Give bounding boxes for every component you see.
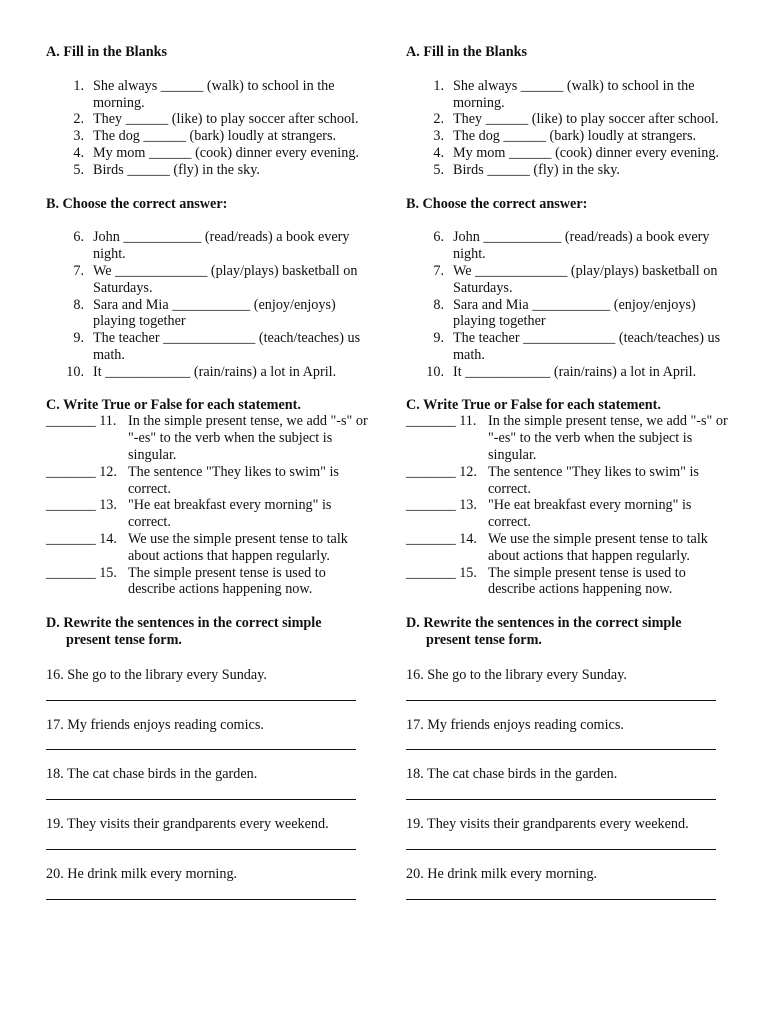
item-text: It ____________ (rain/rains) a lot in April.: [453, 363, 697, 380]
section-b: [46, 196, 368, 381]
item-number: 7.: [73, 262, 84, 279]
list-item: [46, 816, 368, 850]
section-c-list: [406, 413, 728, 598]
item-text: John ___________ (read/reads) a book every night.: [93, 229, 350, 263]
list-item: [46, 717, 368, 751]
item-text: They ______ (like) to play soccer after school.: [453, 111, 719, 128]
worksheet-left-column: [46, 44, 368, 916]
item-text: We use the simple present tense to talk about actions that happen regularly.: [128, 530, 348, 564]
item-text: "He eat breakfast every morning" is correct.: [128, 497, 332, 531]
list-item: [46, 364, 368, 381]
item-text: Sara and Mia ___________ (enjoy/enjoys) playing together: [93, 296, 336, 330]
section-c: [406, 397, 728, 599]
list-item: [406, 128, 728, 145]
answer-blank: _______ 14.: [46, 530, 121, 547]
answer-blank: _______ 13.: [46, 497, 121, 514]
section-a-list: [46, 78, 368, 179]
list-item: [406, 297, 728, 331]
item-number: 6.: [73, 229, 84, 246]
answer-line: [46, 783, 356, 800]
list-item: [406, 229, 728, 263]
item-text: "He eat breakfast every morning" is correct.: [488, 497, 692, 531]
item-number: 2.: [433, 111, 444, 128]
item-text: 18. The cat chase birds in the garden.: [46, 766, 258, 783]
item-text: The simple present tense is used to describe actions happening now.: [128, 564, 326, 598]
section-b-heading: B. Choose the correct answer:: [46, 195, 228, 212]
section-d: [406, 615, 728, 900]
answer-line: [46, 733, 356, 750]
list-item: [406, 497, 728, 531]
section-d-heading: D. Rewrite the sentences in the correct simple present tense form.: [406, 615, 682, 648]
list-item: [46, 145, 368, 162]
section-b: [406, 196, 728, 381]
item-number: 6.: [433, 229, 444, 246]
item-text: John ___________ (read/reads) a book every night.: [453, 229, 710, 263]
section-c-heading: C. Write True or False for each statement.: [46, 396, 301, 413]
section-d: [46, 615, 368, 900]
answer-line: [406, 883, 716, 900]
item-text: The teacher _____________ (teach/teaches) us math.: [453, 330, 721, 363]
answer-line: [46, 883, 356, 900]
section-c-list: [46, 413, 368, 598]
answer-line: [46, 684, 356, 701]
item-number: 7.: [433, 262, 444, 279]
item-number: 1.: [433, 77, 444, 94]
item-number: 3.: [433, 128, 444, 145]
answer-line: [406, 733, 716, 750]
list-item: [406, 330, 728, 364]
answer-line: [406, 833, 716, 850]
list-item: [46, 297, 368, 331]
item-text: 17. My friends enjoys reading comics.: [46, 716, 264, 733]
answer-blank: _______ 12.: [406, 463, 481, 480]
item-number: 5.: [433, 161, 444, 178]
item-text: It ____________ (rain/rains) a lot in April.: [93, 363, 337, 380]
list-item: [46, 229, 368, 263]
list-item: [406, 766, 728, 800]
item-text: The sentence "They likes to swim" is correct.: [128, 463, 339, 497]
item-number: 3.: [73, 128, 84, 145]
answer-line: [406, 684, 716, 701]
item-number: 8.: [73, 296, 84, 313]
section-c-heading: C. Write True or False for each statement.: [406, 396, 661, 413]
answer-blank: _______ 13.: [406, 497, 481, 514]
list-item: [406, 263, 728, 297]
section-c: [46, 397, 368, 599]
item-number: 1.: [73, 77, 84, 94]
item-text: 20. He drink milk every morning.: [406, 865, 598, 882]
section-a-heading: A. Fill in the Blanks: [46, 44, 168, 60]
list-item: [406, 866, 728, 900]
item-text: We _____________ (play/plays) basketball on Saturdays.: [453, 262, 718, 296]
item-text: The teacher _____________ (teach/teaches) us math.: [93, 330, 361, 363]
list-item: [406, 145, 728, 162]
item-text: In the simple present tense, we add "-s" or "-es" to the verb when the subject is singular.: [488, 413, 728, 463]
item-text: She always ______ (walk) to school in the morning.: [93, 77, 335, 111]
item-text: 16. She go to the library every Sunday.: [46, 666, 267, 683]
list-item: [46, 162, 368, 179]
section-b-list: [406, 229, 728, 380]
item-number: 2.: [73, 111, 84, 128]
item-text: Sara and Mia ___________ (enjoy/enjoys) playing together: [453, 296, 696, 330]
item-text: We _____________ (play/plays) basketball on Saturdays.: [93, 262, 358, 296]
item-text: 20. He drink milk every morning.: [46, 865, 238, 882]
item-number: 8.: [433, 296, 444, 313]
list-item: [46, 330, 368, 364]
answer-line: [406, 783, 716, 800]
item-text: The dog ______ (bark) loudly at strangers.: [453, 128, 697, 145]
list-item: [46, 111, 368, 128]
list-item: [46, 128, 368, 145]
item-text: My mom ______ (cook) dinner every evening.: [93, 144, 359, 161]
item-text: 18. The cat chase birds in the garden.: [406, 766, 618, 783]
item-text: Birds ______ (fly) in the sky.: [453, 161, 620, 178]
section-b-heading: B. Choose the correct answer:: [406, 195, 588, 212]
answer-blank: _______ 11.: [406, 413, 480, 430]
item-text: My mom ______ (cook) dinner every evening.: [453, 144, 719, 161]
section-a: [46, 44, 368, 179]
section-a: [406, 44, 728, 179]
list-item: [46, 667, 368, 701]
item-number: 10.: [66, 363, 84, 380]
list-item: [406, 531, 728, 565]
list-item: [406, 111, 728, 128]
item-text: 16. She go to the library every Sunday.: [406, 666, 627, 683]
section-a-heading: A. Fill in the Blanks: [406, 44, 528, 60]
list-item: [46, 78, 368, 112]
list-item: [406, 816, 728, 850]
list-item: [406, 717, 728, 751]
list-item: [406, 413, 728, 463]
answer-blank: _______ 15.: [46, 564, 121, 581]
list-item: [406, 667, 728, 701]
item-text: The dog ______ (bark) loudly at strangers.: [93, 128, 337, 145]
item-number: 4.: [433, 144, 444, 161]
item-number: 10.: [426, 363, 444, 380]
list-item: [46, 497, 368, 531]
answer-blank: _______ 15.: [406, 564, 481, 581]
list-item: [46, 766, 368, 800]
list-item: [46, 866, 368, 900]
list-item: [406, 162, 728, 179]
section-d-heading: D. Rewrite the sentences in the correct simple present tense form.: [46, 615, 322, 648]
answer-blank: _______ 14.: [406, 530, 481, 547]
item-text: 19. They visits their grandparents every weekend.: [406, 816, 689, 833]
answer-line: [46, 833, 356, 850]
item-number: 9.: [73, 330, 84, 347]
item-number: 9.: [433, 330, 444, 347]
answer-blank: _______ 12.: [46, 463, 121, 480]
item-text: Birds ______ (fly) in the sky.: [93, 161, 260, 178]
list-item: [406, 464, 728, 498]
item-text: In the simple present tense, we add "-s" or "-es" to the verb when the subject is singular.: [128, 413, 368, 463]
item-text: She always ______ (walk) to school in the morning.: [453, 77, 695, 111]
item-text: The sentence "They likes to swim" is correct.: [488, 463, 699, 497]
worksheet-right-column: [406, 44, 728, 916]
section-b-list: [46, 229, 368, 380]
item-text: 17. My friends enjoys reading comics.: [406, 716, 624, 733]
list-item: [46, 531, 368, 565]
list-item: [46, 565, 368, 599]
list-item: [406, 565, 728, 599]
list-item: [46, 263, 368, 297]
item-text: They ______ (like) to play soccer after school.: [93, 111, 359, 128]
item-text: We use the simple present tense to talk about actions that happen regularly.: [488, 530, 708, 564]
section-d-list: [406, 667, 728, 900]
list-item: [46, 464, 368, 498]
item-text: 19. They visits their grandparents every weekend.: [46, 816, 329, 833]
answer-blank: _______ 11.: [46, 413, 120, 430]
list-item: [406, 364, 728, 381]
item-text: The simple present tense is used to describe actions happening now.: [488, 564, 686, 598]
section-a-list: [406, 78, 728, 179]
item-number: 4.: [73, 144, 84, 161]
item-number: 5.: [73, 161, 84, 178]
section-d-list: [46, 667, 368, 900]
list-item: [46, 413, 368, 463]
list-item: [406, 78, 728, 112]
